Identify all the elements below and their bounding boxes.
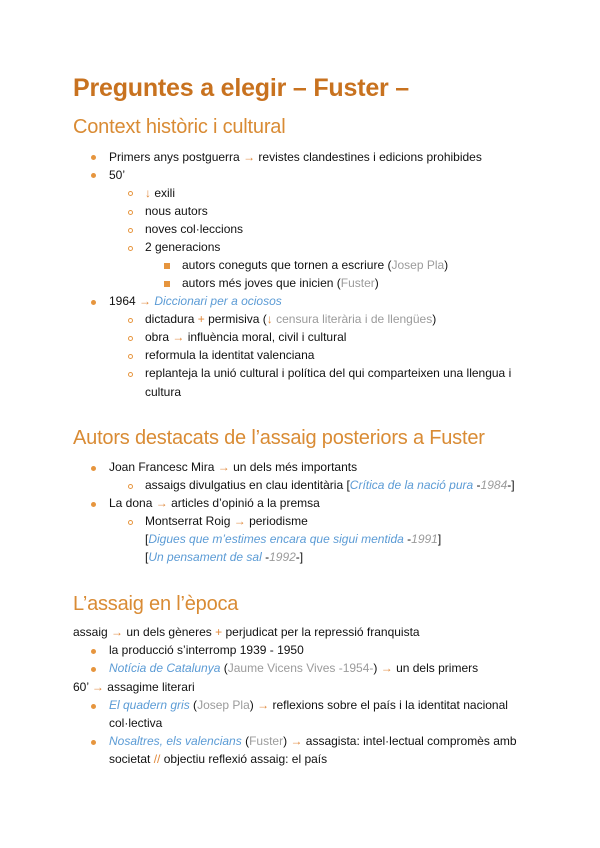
down-arrow-icon: ↓ — [145, 186, 151, 200]
paragraph-line: 60’ → assagime literari — [73, 680, 195, 694]
arrow-icon: → — [233, 514, 246, 528]
bullet-dot — [91, 300, 96, 305]
list-item: ↓ exili — [145, 186, 176, 200]
bullet-circle — [128, 246, 133, 251]
list-item: Nosaltres, els valencians (Fuster) → assagista: intel·lectual compromès amb — [109, 734, 517, 748]
heading-assaig: L’assaig en l’època — [73, 593, 239, 615]
bullet-circle — [128, 520, 133, 525]
heading-autors: Autors destacats de l’assaig posteriors a Fuster — [73, 427, 485, 449]
page-title: Preguntes a elegir – Fuster – — [73, 74, 409, 102]
list-item: noves col·leccions — [145, 222, 244, 236]
bullet-square — [164, 263, 170, 269]
down-arrow-icon: ↓ — [266, 312, 273, 326]
bullet-dot — [91, 155, 96, 160]
list-item: Notícia de Catalunya (Jaume Vicens Vives -1954-) → un dels primers — [109, 661, 479, 675]
bullet-dot — [91, 649, 96, 654]
heading-context: Context històric i cultural — [73, 116, 286, 138]
plus-icon: + — [197, 312, 205, 326]
list-item: la producció s’interromp 1939 - 1950 — [109, 643, 304, 657]
arrow-icon: → — [172, 330, 185, 344]
list-item-continuation: [Un pensament de sal -1992-] — [145, 550, 304, 564]
arrow-icon: → — [290, 734, 303, 748]
list-item: assaigs divulgatius en clau identitària [Crítica de la nació pura -1984-] — [145, 478, 515, 492]
list-item: 2 generacions — [145, 240, 221, 254]
bullet-circle — [128, 318, 133, 323]
bullet-dot — [91, 466, 96, 471]
list-item: reformula la identitat valenciana — [145, 348, 315, 362]
separator-icon: // — [153, 752, 161, 766]
list-item: dictadura + permisiva (↓ censura literària i de llengües) — [145, 312, 437, 326]
bullet-circle — [128, 484, 133, 489]
bullet-dot — [91, 173, 96, 178]
arrow-icon: → — [139, 294, 152, 308]
list-item: Joan Francesc Mira → un dels més importants — [109, 460, 358, 474]
list-item: Montserrat Roig → periodisme — [145, 514, 308, 528]
arrow-icon: → — [155, 496, 168, 510]
arrow-icon: → — [91, 680, 104, 694]
list-item: replanteja la unió cultural i política del qui comparteixen una llengua i — [145, 366, 512, 380]
list-item: autors més joves que inicien (Fuster) — [182, 276, 379, 290]
bullet-dot — [91, 704, 96, 709]
list-item: obra → influència moral, civil i cultural — [145, 330, 347, 344]
paragraph-line: assaig → un dels gèneres + perjudicat per la repressió franquista — [73, 625, 420, 639]
bullet-circle — [128, 372, 133, 377]
list-item-continuation: cultura — [145, 385, 182, 399]
list-item-continuation: societat // objectiu reflexió assaig: el país — [109, 752, 328, 766]
list-item: La dona → articles d’opinió a la premsa — [109, 496, 320, 510]
arrow-icon: → — [111, 625, 124, 639]
bullet-dot — [91, 740, 96, 745]
list-item: nous autors — [145, 204, 208, 218]
bullet-circle — [128, 354, 133, 359]
bullet-circle — [128, 210, 133, 215]
arrow-icon: → — [257, 698, 270, 712]
plus-icon: + — [215, 625, 223, 639]
bullet-dot — [91, 667, 96, 672]
list-item: 1964 → Diccionari per a ociosos — [109, 294, 282, 308]
bullet-square — [164, 281, 170, 287]
bullet-dot — [91, 502, 96, 507]
bullet-circle — [128, 191, 133, 196]
list-item: El quadern gris (Josep Pla) → reflexions sobre el país i la identitat nacional — [109, 698, 508, 712]
list-item: 50’ — [109, 168, 126, 182]
list-item-continuation: [Digues que m’estimes encara que sigui mentida -1991] — [145, 532, 442, 546]
list-item: autors coneguts que tornen a escriure (Josep Pla) — [182, 258, 449, 272]
bullet-circle — [128, 228, 133, 233]
arrow-icon: → — [380, 661, 393, 675]
arrow-icon: → — [243, 150, 256, 164]
list-item: Primers anys postguerra → revistes clandestines i edicions prohibides — [109, 150, 482, 164]
arrow-icon: → — [217, 460, 230, 474]
bullet-circle — [128, 336, 133, 341]
list-item-continuation: col·lectiva — [109, 716, 163, 730]
